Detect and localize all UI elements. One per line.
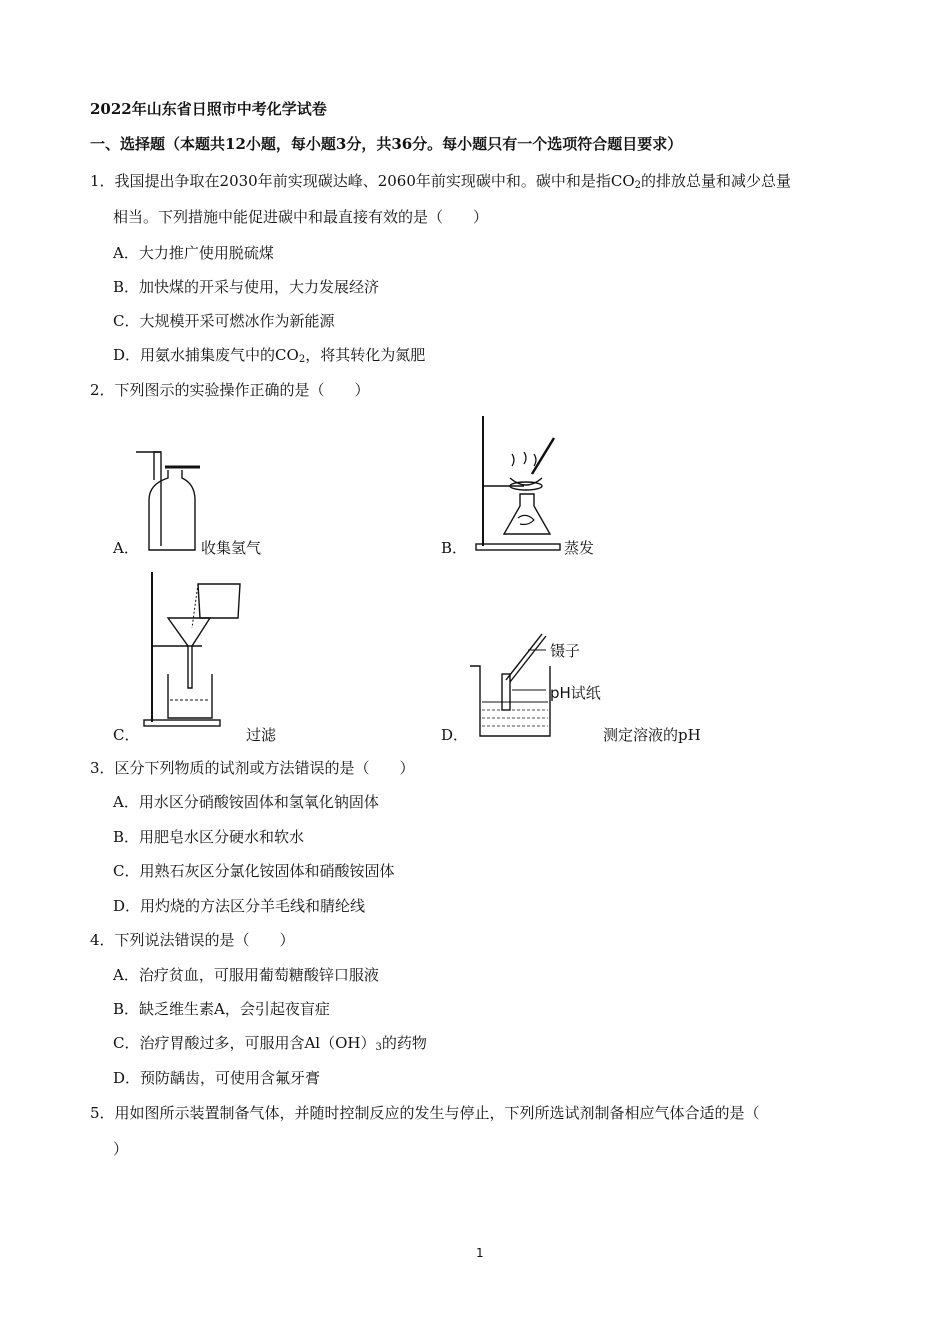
- alcohol-lamp: [504, 494, 550, 534]
- q4-option-c: [113, 1032, 427, 1053]
- q2-option-d-letter: D．: [441, 726, 469, 744]
- q4-option-d: D．预防龋齿，可使用含氟牙膏: [113, 1069, 321, 1087]
- q4-c-subscript: 3: [375, 1042, 382, 1053]
- q2-option-a-letter: A．: [113, 539, 139, 557]
- q1-option-a: A．大力推广使用脱硫煤: [113, 244, 274, 262]
- page-number: 1: [476, 1246, 484, 1260]
- ph-test-illustration: [466, 626, 616, 742]
- q2-option-c-letter: C．: [113, 726, 140, 744]
- q1-d-subscript: 2: [298, 354, 306, 365]
- bottle-body: [149, 470, 195, 550]
- receiving-beaker: [168, 674, 212, 718]
- q3-option-a: A．用水区分硝酸铵固体和氢氧化钠固体: [113, 793, 379, 811]
- q2-option-b-letter: B．: [441, 539, 468, 557]
- q2-option-a-caption: 收集氢气: [201, 539, 262, 557]
- q2-option-c-caption: 过滤: [246, 726, 277, 744]
- q3-option-c: C．用熟石灰区分氯化铵固体和硝酸铵固体: [113, 862, 395, 880]
- q4-c-text-b: 的药物: [381, 1034, 427, 1052]
- q2-option-b-caption: 蒸发: [564, 539, 595, 557]
- q4-c-text-a: C．治疗胃酸过多，可服用含Al（OH）: [113, 1034, 376, 1052]
- q1-d-text-b: ，将其转化为氮肥: [305, 346, 426, 364]
- q1-d-text-a: D．用氨水捕集废气中的CO: [113, 346, 299, 364]
- question-1-stem-line2: 相当。下列措施中能促进碳中和最直接有效的是（ ）: [113, 208, 489, 226]
- gas-collection-bottle-illustration: [135, 440, 205, 555]
- question-5-stem-line2: ）: [113, 1140, 129, 1158]
- lamp-flame: [518, 515, 534, 524]
- q1-option-c: C．大规模开采可燃冰作为新能源: [113, 312, 335, 330]
- q1-subscript: 2: [634, 180, 642, 191]
- tweezers-label: 镊子: [550, 642, 581, 660]
- q1-option-b: B．加快煤的开采与使用，大力发展经济: [113, 278, 380, 296]
- q1-option-d: [113, 344, 425, 365]
- stand-base: [144, 720, 220, 726]
- question-1-stem-line1: [90, 170, 791, 191]
- funnel: [168, 618, 210, 688]
- question-2-stem: 2．下列图示的实验操作正确的是（ ）: [90, 381, 370, 399]
- question-5-stem-line1: 5．用如图所示装置制备气体，并随时控制反应的发生与停止，下列所选试剂制备相应气体合适的是（: [90, 1104, 760, 1122]
- question-4-stem: 4．下列说法错误的是（ ）: [90, 931, 295, 949]
- pouring-beaker: [198, 584, 240, 618]
- inlet-tube: [154, 452, 161, 546]
- q2-option-d-caption: 测定溶液的pH: [603, 726, 701, 744]
- solution-lines: [482, 710, 548, 726]
- evaporation-illustration: [466, 414, 564, 556]
- stand-base: [476, 544, 560, 550]
- tweezers-arm-2: [510, 636, 546, 682]
- q1-text-b: 的排放总量和减少总量: [641, 172, 792, 190]
- steam-lines: [512, 452, 536, 466]
- section-heading: 一、选择题（本题共12小题，每小题3分，共36分。每小题只有一个选项符合题目要求）: [90, 135, 683, 153]
- tweezers-arm-1: [506, 634, 542, 680]
- filtration-illustration: [140, 570, 252, 730]
- q4-option-a: A．治疗贫血，可服用葡萄糖酸锌口服液: [113, 966, 379, 984]
- q1-text-a: 1．我国提出争取在2030年前实现碳达峰、2060年前实现碳中和。碳中和是指CO: [90, 172, 635, 190]
- ph-paper-label: pH试纸: [550, 684, 601, 702]
- q4-option-b: B．缺乏维生素A，会引起夜盲症: [113, 1000, 330, 1018]
- q3-option-b: B．用肥皂水区分硬水和软水: [113, 828, 305, 846]
- page-title: 2022年山东省日照市中考化学试卷: [90, 100, 327, 118]
- q3-option-d: D．用灼烧的方法区分羊毛线和腈纶线: [113, 897, 366, 915]
- liquid-stream: [192, 584, 198, 628]
- question-3-stem: 3．区分下列物质的试剂或方法错误的是（ ）: [90, 759, 415, 777]
